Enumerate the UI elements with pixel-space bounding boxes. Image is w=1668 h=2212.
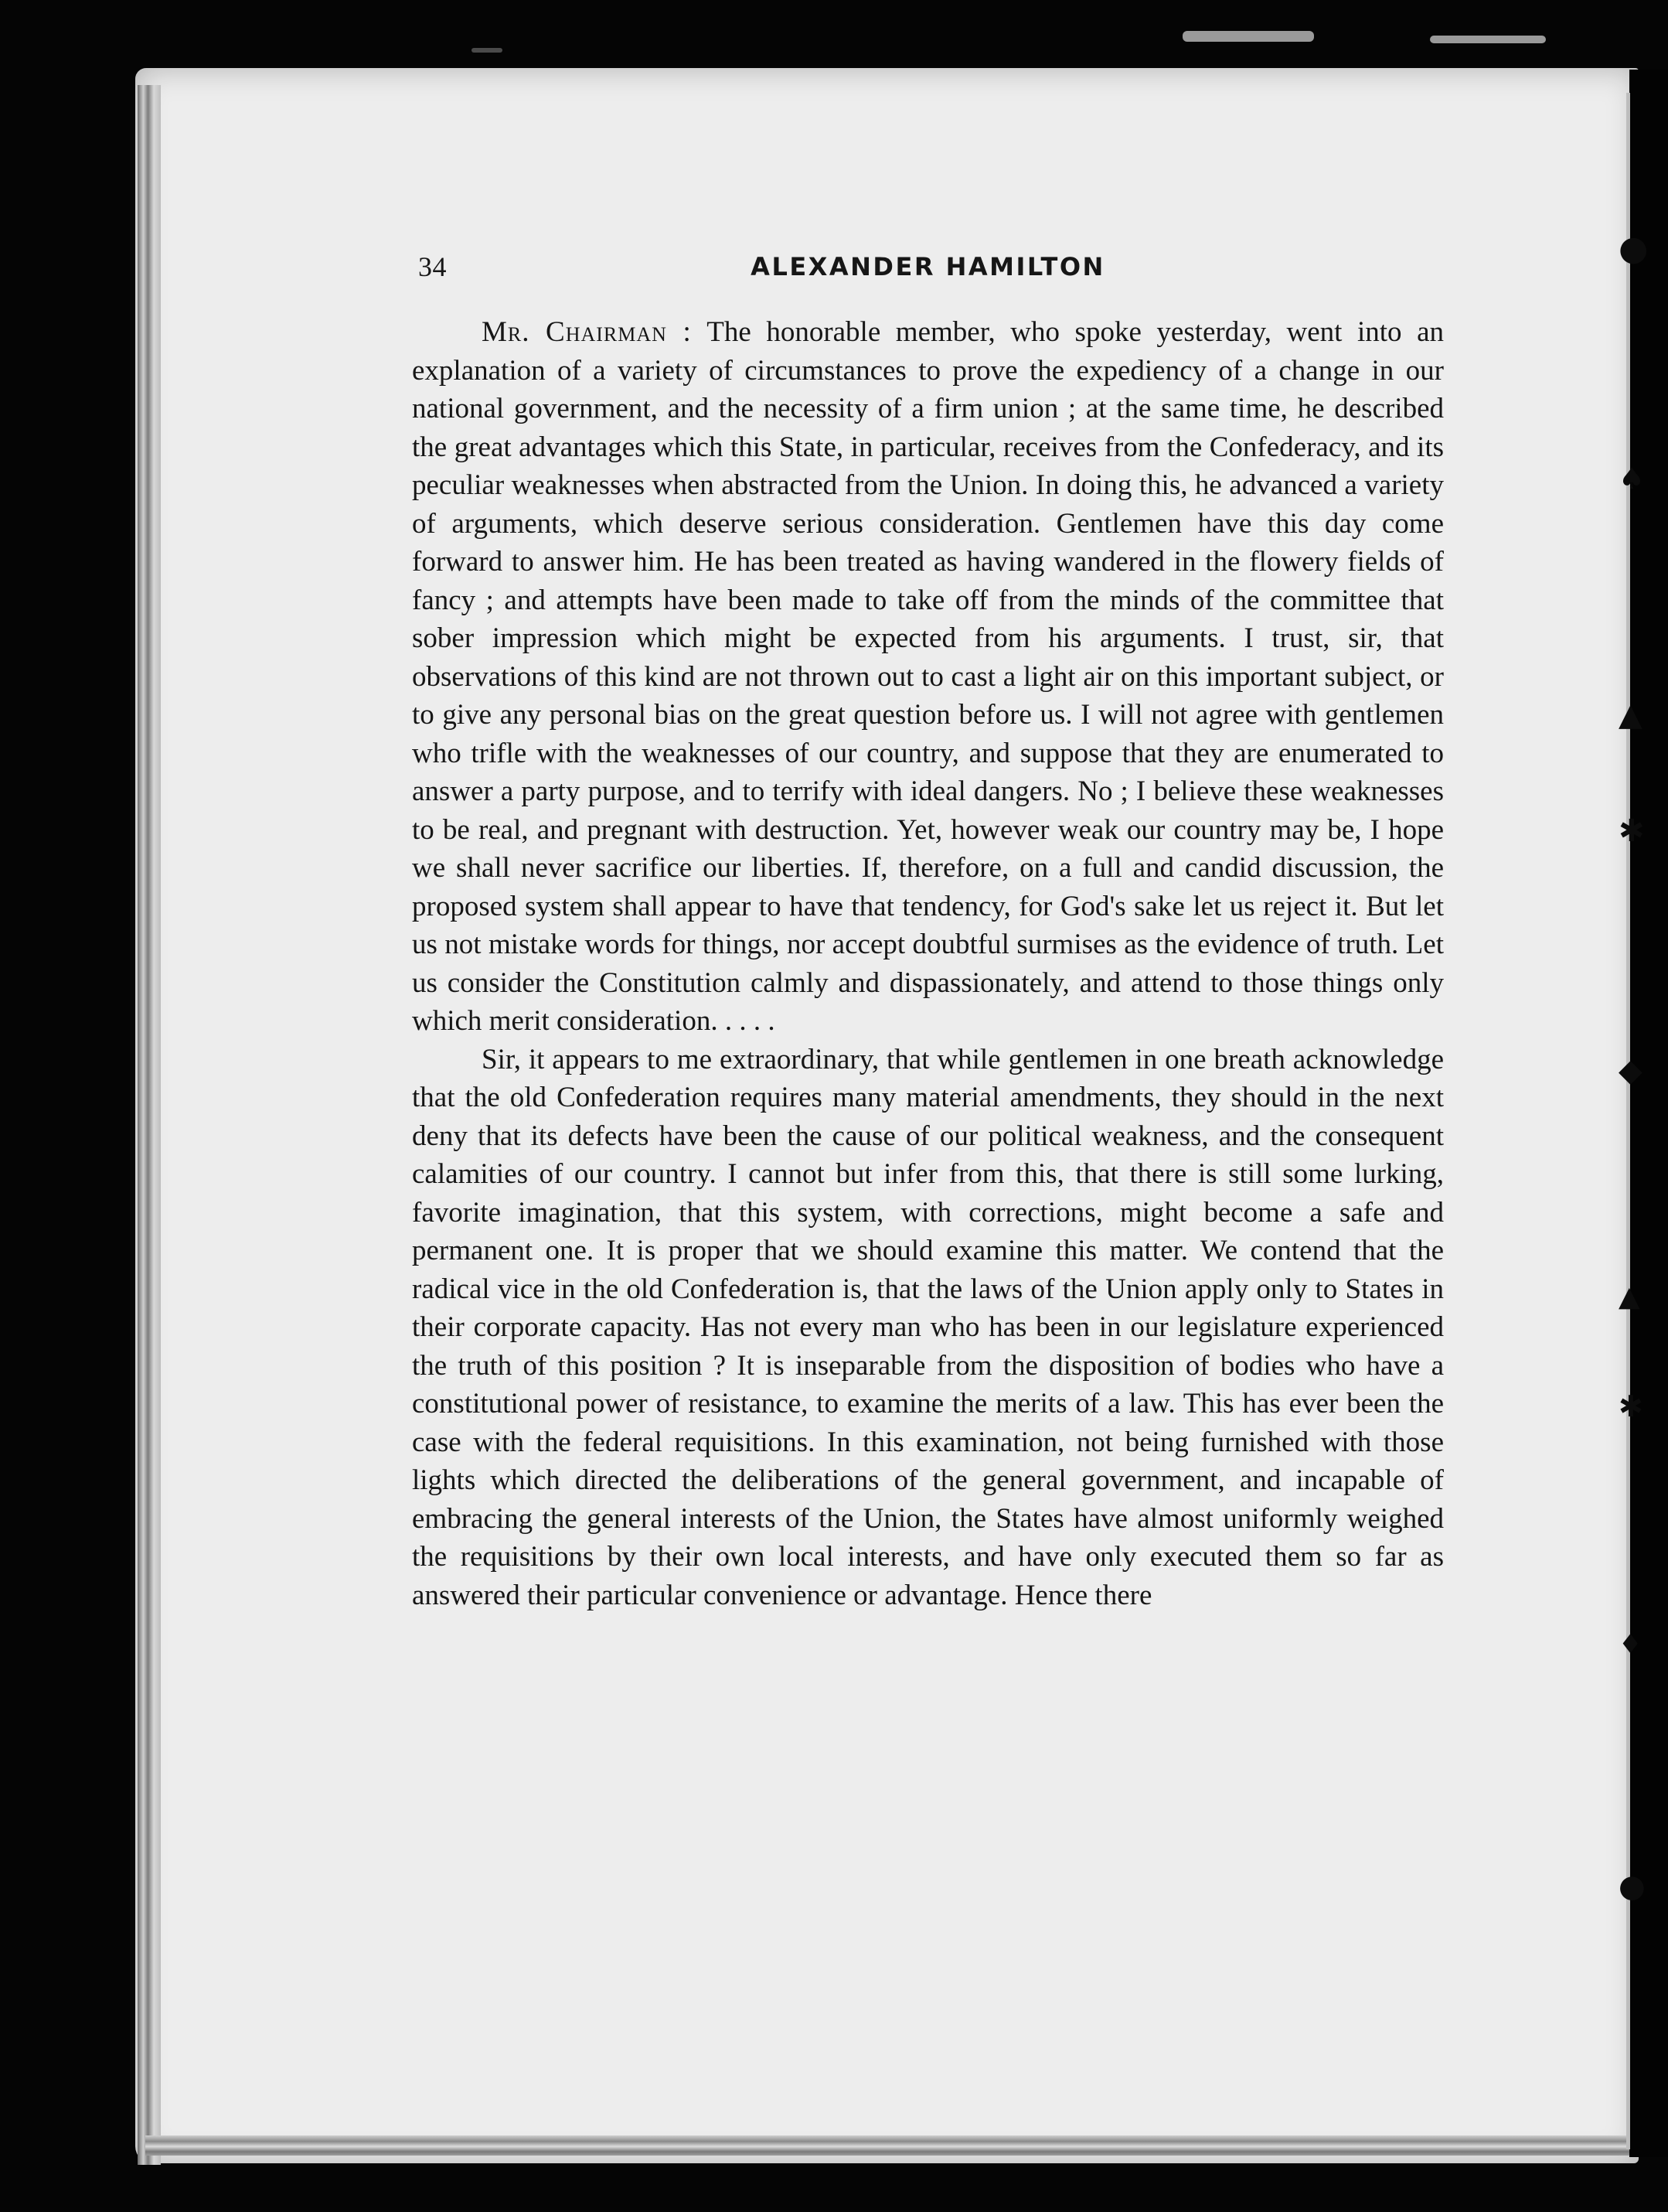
paragraph-text: The honorable member, who spoke yesterday, went into an explanation of a variety of circumstances to prove the expediency of a change in our national government, and the necessity of a firm union ; at the same time, he described the great advantages which this State, in particular, receives from the Confederacy, and its peculiar weaknesses when abstracted from the Union. In doing this, he advanced a variety of arguments, which deserve serious consideration. Gentlemen have this day come forward to answer him. He has been treated as having wandered in the flowery fields of fancy ; and attempts have been made to take off from the minds of the committee that sober impression which might be expected from his arguments. I trust, sir, that observations of this kind are not thrown out to cast a light air on this important subject, or to give any personal bias on the great question before us. I will not agree with gentlemen who trifle with the weaknesses of our country, and suppose that they are enumerated to answer a party purpose, and to terrify with ideal dangers. No ; I believe these weaknesses to be real, and pregnant with destruction. Yet, however weak our country may be, I hope we shall never sacrifice our liberties. If, therefore, on a full and candid discussion, the proposed system shall appear to have that tendency, for God's sake let us reject it. But let us not mistake words for things, nor accept doubtful surmises as the evidence of truth. Let us consider the Constitution calmly and dispassionately, and attend to those things only which merit consideration. . . . . xyxy=(412,316,1444,1037)
margin-ink-mark: ◆ xyxy=(1619,1053,1642,1089)
scan-speck xyxy=(1183,31,1314,42)
margin-ink-mark: ● xyxy=(1619,1869,1646,1904)
scan-speck xyxy=(1430,36,1546,43)
margin-ink-mark: ▲ xyxy=(1619,697,1642,733)
paragraph xyxy=(412,1041,1444,1615)
margin-ink-mark: ♦ xyxy=(1619,1629,1642,1660)
page-text xyxy=(412,247,1444,1614)
speaker-name: Mr. Chairman : xyxy=(482,316,692,348)
paragraph xyxy=(412,313,1444,1041)
running-title: ALEXANDER HAMILTON xyxy=(751,252,1105,281)
right-gutter xyxy=(1629,70,1668,2157)
scan-speck xyxy=(471,48,502,53)
page-number: 34 xyxy=(418,251,447,282)
margin-ink-mark: ♠ xyxy=(1619,462,1646,496)
right-page-edge xyxy=(1626,93,1630,2149)
page-binding-edge xyxy=(138,85,161,2165)
margin-ink-mark: ✱ xyxy=(1619,813,1645,849)
paragraph-text: Sir, it appears to me extraordinary, that while gentlemen in one breath acknowledge that the old Confederation requires many material amendments, they should in the next deny that its defects have been the cause of our political weakness, and the consequent calamities of our country. I cannot but infer from this, that there is still some lurking, favorite imagination, that this system, with corrections, might become a safe and permanent one. It is proper that we should examine this matter. We contend that the radical vice in the old Confederation is, that the laws of the Union apply only to States in their corporate capacity. Has not every man who has been in our legislature experienced the truth of this position ? It is inseparable from the disposition of bodies who have a constitutional power of resistance, to examine the merits of a law. This has ever been the case with the federal requisitions. In this examination, not being furnished with those lights which directed the deliberations of the general government, and incapable of embracing the general interests of the Union, the States have almost uniformly weighed the requisitions by their own local interests, and have only executed them so far as answered their particular convenience or advantage. Hence there xyxy=(412,1043,1444,1611)
running-head xyxy=(412,247,1444,294)
page-bottom-edge xyxy=(145,2135,1629,2156)
margin-ink-mark: ✱ xyxy=(1619,1389,1643,1423)
margin-ink-mark: ● xyxy=(1619,229,1649,268)
margin-ink-mark: ▲ xyxy=(1619,1281,1640,1313)
